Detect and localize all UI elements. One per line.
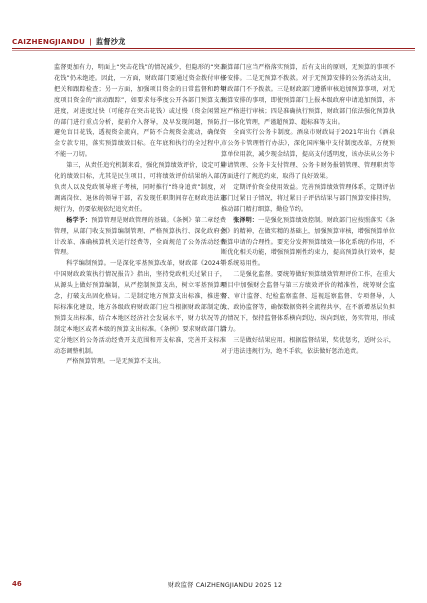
section-title: 监督沙龙 bbox=[95, 37, 126, 46]
paragraph bbox=[221, 336, 395, 358]
paragraph-text: 第三，从责任追究机制来看，强化预算绩效评价，设定可量化的绩效目标，尤其是民生项目，可将绩效评价结果纳入部门负责人以及党政领导班子考核，同时推行“终身追责”制度，对调离岗位、退休的领导干部，若发现任职期间存在财政违法违规行为，仍要依规依纪追究责任。 bbox=[54, 162, 226, 213]
paragraph-text: 监督更加有力，明面上“突击花钱”的情况减少，但隐形的“突击花钱”仍未绝迹。因此，一方面，财政部门要通过资金拨付审核把关和跟踪检查；另一方面，加强项目资金的日常监督和跨年度项目资金的“滚动跟踪”，如要求每季度公开各部门预算支出进度，对进度过快（可能存在突击花钱）或过慢（资金闲置）的部门进行重点分析，提前介入督导，及早发现问题，预防，避免盲目花钱，透视资金流向，严防不合规资金流动，确保资金专款专用，落实预算绩效目标。在年底和执行的全过程中，不能一刀切。 bbox=[54, 64, 226, 159]
header-rule bbox=[12, 48, 415, 49]
paragraph bbox=[54, 161, 226, 216]
paragraph bbox=[54, 259, 226, 357]
paragraph-text: 定期评价资金使用效益。完善预算绩效管理体系，定期评估部门过紧日子情况，将过紧日子评估结果与部门预算安排挂钩，推动部门精打细算，勤俭节约。 bbox=[221, 183, 395, 213]
page-header bbox=[0, 0, 427, 50]
speaker-label: 杨学予： bbox=[66, 216, 92, 224]
header-rule-thin bbox=[12, 50, 415, 51]
paragraph-text: 全面实行公务卡制度。酒泉市财政局于2021年出台《酒泉市公务卡管理暂行办法》，深化国库集中支付制度改革，方便预算单位用款，减少现金结算，提高支付透明度，该办法从公务卡申请管理、公务卡支付管理、公务卡财务报销管理、管理职责等方面进行了规范约束，取得了良好效果。 bbox=[221, 129, 395, 181]
paragraph-text: 预算管理是财政管理的基础。《条例》第二章经费管理，从部门收支预算编制管理、严格预算执行、深化政府会计改革、准确核算机关运行经费等，全面规范了公务活动经费管理。 bbox=[54, 216, 226, 257]
right-text-column bbox=[221, 63, 395, 357]
footer-magazine-label: 财政监督 CAIZHENGJIANDU 2025 12 bbox=[168, 582, 283, 589]
paragraph-text: 一是强化预算绩效控制。财政部门应按照落实《条例》的精神，在做实精的基础上，加强预算审核，增强预算单位预算申请的合理性。要充分发挥预算绩效一体化系统的作用，不断优化相关功能，增强预算刚性约束力，提高预算执行效率，提升系统易用性。 bbox=[221, 216, 395, 268]
paragraph bbox=[54, 216, 226, 260]
page-number: 46 bbox=[12, 580, 22, 588]
paragraph bbox=[221, 270, 395, 335]
paragraph-text: 三是做好结果应用。根据监督结果，奖优惩劣，适时公示，对于违法违规行为，绝不手软，依法做好惩治追责。 bbox=[221, 336, 395, 355]
left-text-column bbox=[54, 63, 226, 368]
page-footer bbox=[0, 580, 427, 600]
paragraph bbox=[54, 357, 226, 368]
speaker-label: 张泽明： bbox=[233, 216, 259, 224]
paragraph-text: 科学编制预算。一是深化零基预算改革，财政部《2024年中国财政政策执行情况报告》指出，坚持党政机关过紧日子，从源头上做好预算编制，从严控制预算支出，树立零基预算理念，打破支出固化格局。二是制定地方预算支出标准，推进实际标准化建设，地方各级政府财政部门应当根据财政部制定的预算支出标准，结合本地区经济社会发展水平，财力状况等，制定本地区或者本级的预算支出标准。《条例》要求财政部门制定分地区的公务活动经费开支范围和开支标准，完善开支标准动态调整机制。 bbox=[54, 260, 226, 355]
paragraph bbox=[221, 63, 395, 128]
paragraph bbox=[221, 183, 395, 216]
masthead bbox=[12, 37, 125, 47]
paragraph bbox=[221, 128, 395, 183]
paragraph bbox=[221, 216, 395, 271]
paragraph-text: 预算部门应当严格落实预算，后有支出的原则，无预算的事项不予安排。二是无预算不拨款。对于无预算安排的公务活动支出，财政部门不予拨款。三是财政部门遵循审核追加预算事项，对无预算安排的事项，即使预算部门上报本级政府申请追加预算，亦应严格进行审核；四是准确执行预算，财政部门依法强化预算执行一体化管理，严谨超预算、超标准等支出。 bbox=[221, 64, 395, 126]
magazine-name: CAIZHENGJIANDU bbox=[12, 37, 86, 46]
paragraph-text: 严格预算管理。一是无预算不支出。 bbox=[66, 358, 165, 366]
paragraph bbox=[54, 63, 226, 161]
masthead-separator: | bbox=[89, 37, 92, 46]
paragraph-text: 二是强化监督。要统筹做好预算绩效管理评价工作，在重大项目中加强财会监督与第三方绩效评价的精准性，统筹财会监督、审计监督、纪检监察监督、巡视巡察监督、专项督导，人大、政协监督等，确保数据资料全流程共享，在不新增基层负担的情况下，保持监督体系横向到边、纵向到底，务实管用，形成合力。 bbox=[221, 271, 395, 333]
